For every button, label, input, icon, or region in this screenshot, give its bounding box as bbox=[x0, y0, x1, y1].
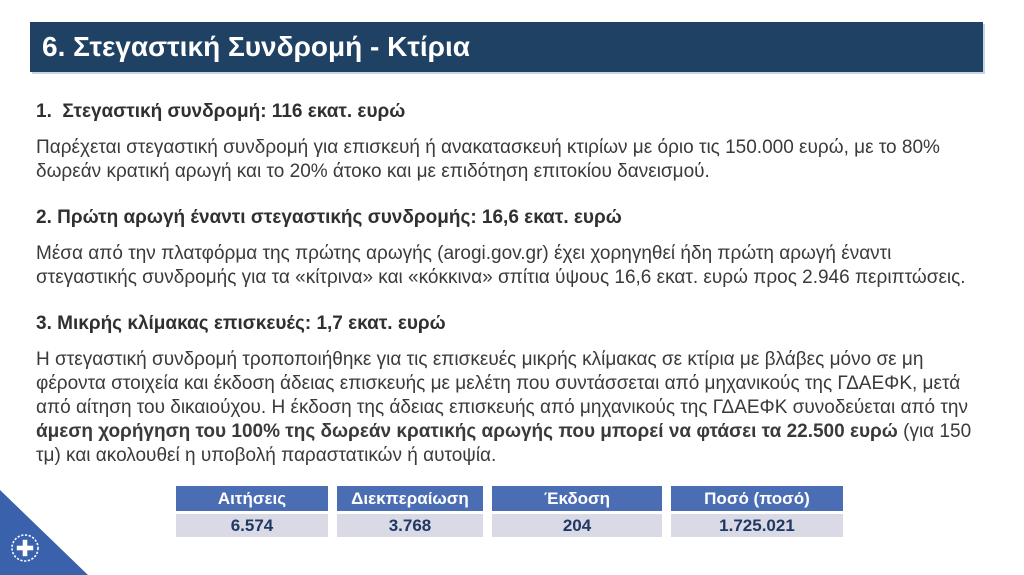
section-2-paragraph: Μέσα από την πλατφόρμα της πρώτης αρωγής (arogi.gov.gr) έχει χορηγηθεί ήδη πρώτη αρωγή έναντι στεγαστικής συνδρομής για τα «κίτρινα» και «κόκκινα» σπίτια ύψους 16,6 εκατ. ευρώ προς 2.946 περιπτώσεις. bbox=[36, 243, 966, 288]
table-value-issuance: 204 bbox=[492, 514, 662, 537]
table-value-processing: 3.768 bbox=[337, 514, 483, 537]
page-title: 6. Στεγαστική Συνδρομή - Κτίρια bbox=[42, 31, 470, 62]
section-housing-assistance bbox=[36, 100, 988, 184]
section-3-paragraph-end: (για 150 τμ) και ακολουθεί η υποβολή παραστατικών ή αυτοψία. bbox=[36, 421, 972, 466]
section-first-aid bbox=[36, 206, 988, 290]
section-small-scale-repairs bbox=[36, 312, 988, 468]
table-header-applications: Αιτήσεις bbox=[176, 486, 328, 511]
section-3-paragraph-bold: άμεση χορήγηση του 100% της δωρεάν κρατικής αρωγής που μπορεί να φτάσει τα 22.500 ευρώ bbox=[36, 421, 898, 442]
table-header-amount: Ποσό (ποσό) bbox=[671, 486, 843, 511]
table-header-issuance: Έκδοση bbox=[492, 486, 662, 511]
table-value-amount: 1.725.021 bbox=[671, 514, 843, 537]
title-bar bbox=[30, 22, 983, 72]
greek-government-emblem-icon bbox=[10, 533, 40, 563]
stats-table bbox=[176, 486, 843, 537]
section-3-paragraph bbox=[36, 348, 988, 468]
section-3-paragraph-start: Η στεγαστική συνδρομή τροποποιήθηκε για τις επισκευές μικρής κλίμακας σε κτίρια με βλάβες μόνο σε μη φέροντα στοιχεία και έκδοση άδειας επισκευής με μελέτη που συντάσσεται από μηχανικούς της ΓΔΑΕΦΚ, μετά από αίτηση του δικαιούχου. Η έκδοση της άδειας επισκευής από μηχανικούς της ΓΔΑΕΦΚ συνοδεύεται από την bbox=[36, 349, 968, 418]
table-header-processing: Διεκπεραίωση bbox=[337, 486, 483, 511]
slide-content bbox=[36, 100, 988, 490]
section-2-heading: 2. Πρώτη αρωγή έναντι στεγαστικής συνδρομής: 16,6 εκατ. ευρώ bbox=[36, 207, 622, 228]
section-1-paragraph: Παρέχεται στεγαστική συνδρομή για επισκευή ή ανακατασκευή κτιρίων με όριο τις 150.000 ευρώ, με το 80% δωρεάν κρατική αρωγή και το 20% άτοκο και με επιδότηση επιτοκίου δανεισμού. bbox=[36, 137, 940, 182]
section-1-heading: 1. Στεγαστική συνδρομή: 116 εκατ. ευρώ bbox=[36, 101, 406, 122]
table-value-applications: 6.574 bbox=[176, 514, 328, 537]
section-3-heading: 3. Μικρής κλίμακας επισκευές: 1,7 εκατ. ευρώ bbox=[36, 313, 446, 334]
